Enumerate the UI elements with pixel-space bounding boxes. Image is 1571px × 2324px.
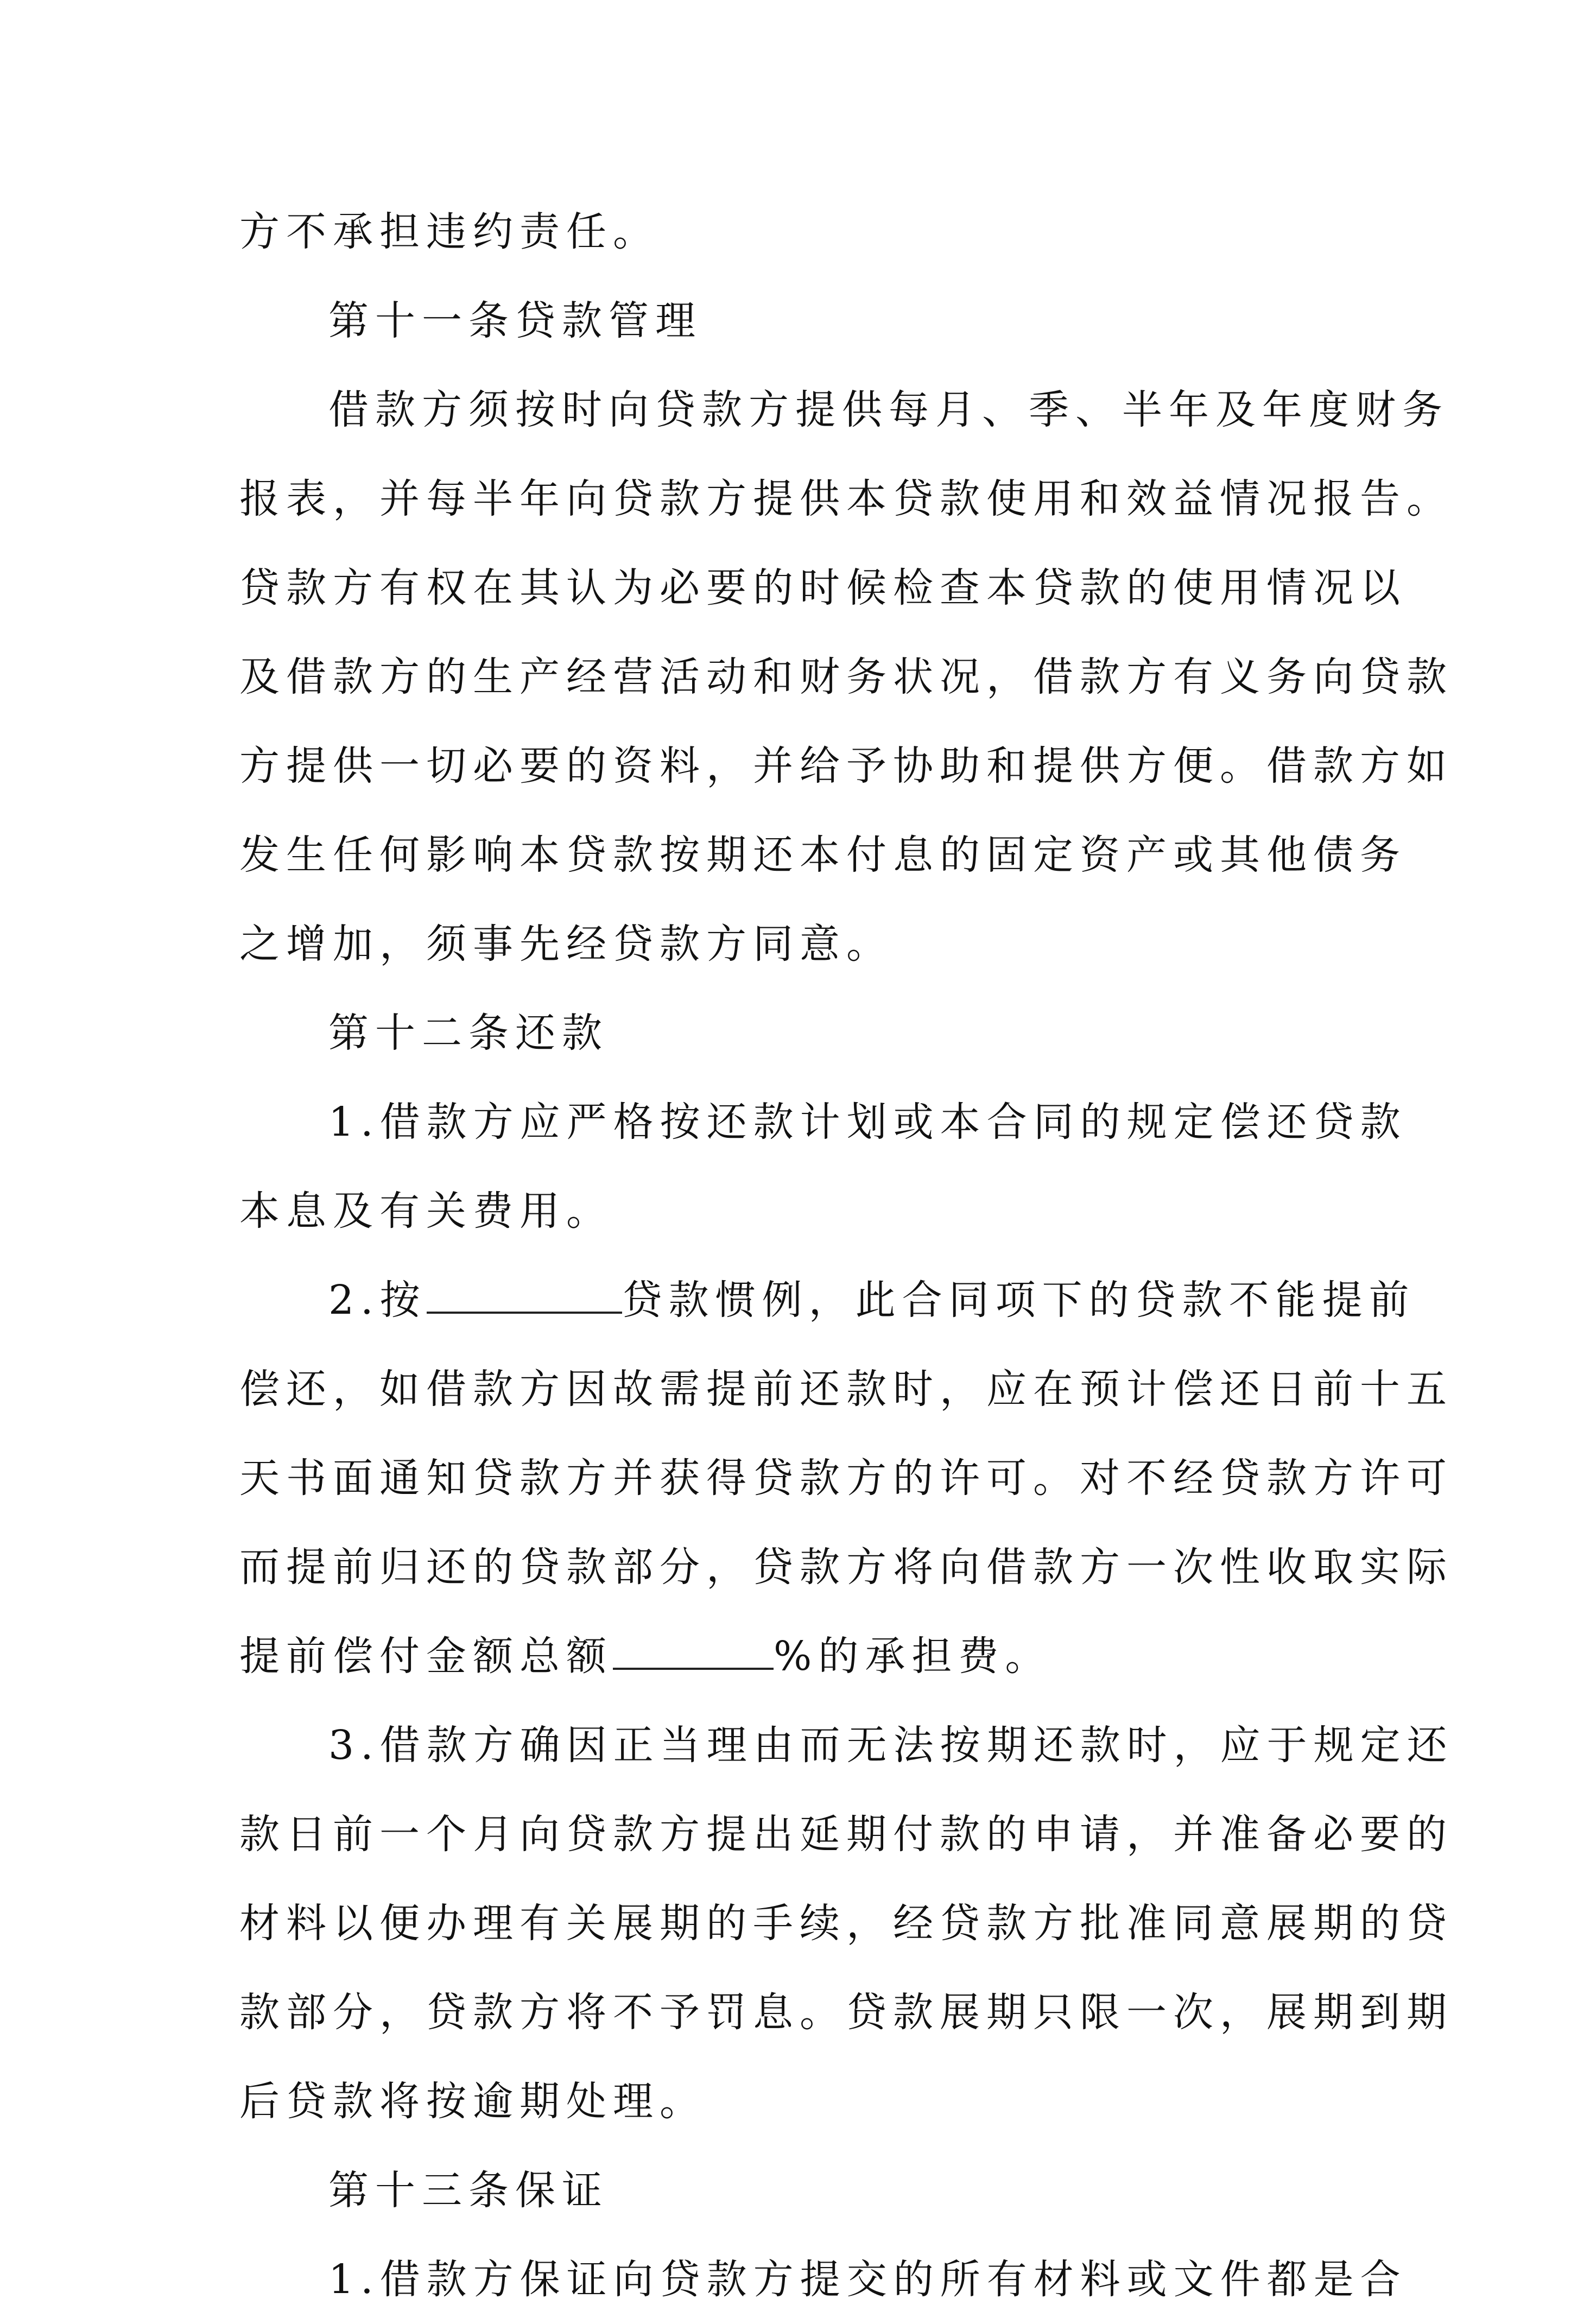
article-heading: 第十二条还款: [328, 1010, 609, 1056]
text-line: 款部分，贷款方将不予罚息。贷款展期只限一次，展期到期: [239, 1989, 1453, 2036]
text-line: 1.借款方保证向贷款方提交的所有材料或文件都是合: [328, 2256, 1407, 2303]
article-heading: 第十一条贷款管理: [328, 297, 702, 344]
text-line: 借款方须按时向贷款方提供每月、季、半年及年度财务: [328, 387, 1449, 433]
text-segment: %的承担费。: [774, 1633, 1052, 1680]
fill-in-blank: [427, 1276, 622, 1314]
text-line: 3.借款方确因正当理由而无法按期还款时，应于规定还: [328, 1722, 1454, 1769]
text-line: 而提前归还的贷款部分，贷款方将向借款方一次性收取实际: [239, 1544, 1453, 1591]
text-line: 偿还，如借款方因故需提前还款时，应在预计偿还日前十五: [239, 1366, 1453, 1413]
text-line: 之增加，须事先经贷款方同意。: [239, 921, 893, 967]
text-segment: 贷款惯例，此合同项下的贷款不能提前: [622, 1277, 1416, 1324]
text-line: 材料以便办理有关展期的手续，经贷款方批准同意展期的贷: [239, 1900, 1453, 1947]
text-line: 报表，并每半年向贷款方提供本贷款使用和效益情况报告。: [239, 476, 1453, 522]
text-segment: 提前偿付金额总额: [239, 1633, 613, 1680]
article-heading: 第十三条保证: [328, 2167, 609, 2214]
text-line-with-blank: [239, 1612, 1339, 1701]
text-line: 发生任何影响本贷款按期还本付息的固定资产或其他债务: [239, 832, 1407, 878]
text-line: 贷款方有权在其认为必要的时候检查本贷款的使用情况以: [239, 565, 1407, 611]
text-line: 天书面通知贷款方并获得贷款方的许可。对不经贷款方许可: [239, 1455, 1453, 1502]
text-line: 1.借款方应严格按还款计划或本合同的规定偿还贷款: [328, 1099, 1407, 1145]
text-line-with-blank: [239, 1256, 1416, 1345]
document-body: [239, 187, 1454, 2324]
text-line: 及借款方的生产经营活动和财务状况，借款方有义务向贷款: [239, 654, 1453, 700]
text-line: 方提供一切必要的资料，并给予协助和提供方便。借款方如: [239, 743, 1453, 789]
text-segment: 2.按: [328, 1277, 427, 1324]
text-line: 后贷款将按逾期处理。: [239, 2078, 706, 2125]
text-line: 方不承担违约责任。: [239, 208, 660, 255]
text-line: 款日前一个月向贷款方提出延期付款的申请，并准备必要的: [239, 1811, 1453, 1858]
text-line: 本息及有关费用。: [239, 1188, 613, 1234]
fill-in-blank: [613, 1632, 774, 1670]
